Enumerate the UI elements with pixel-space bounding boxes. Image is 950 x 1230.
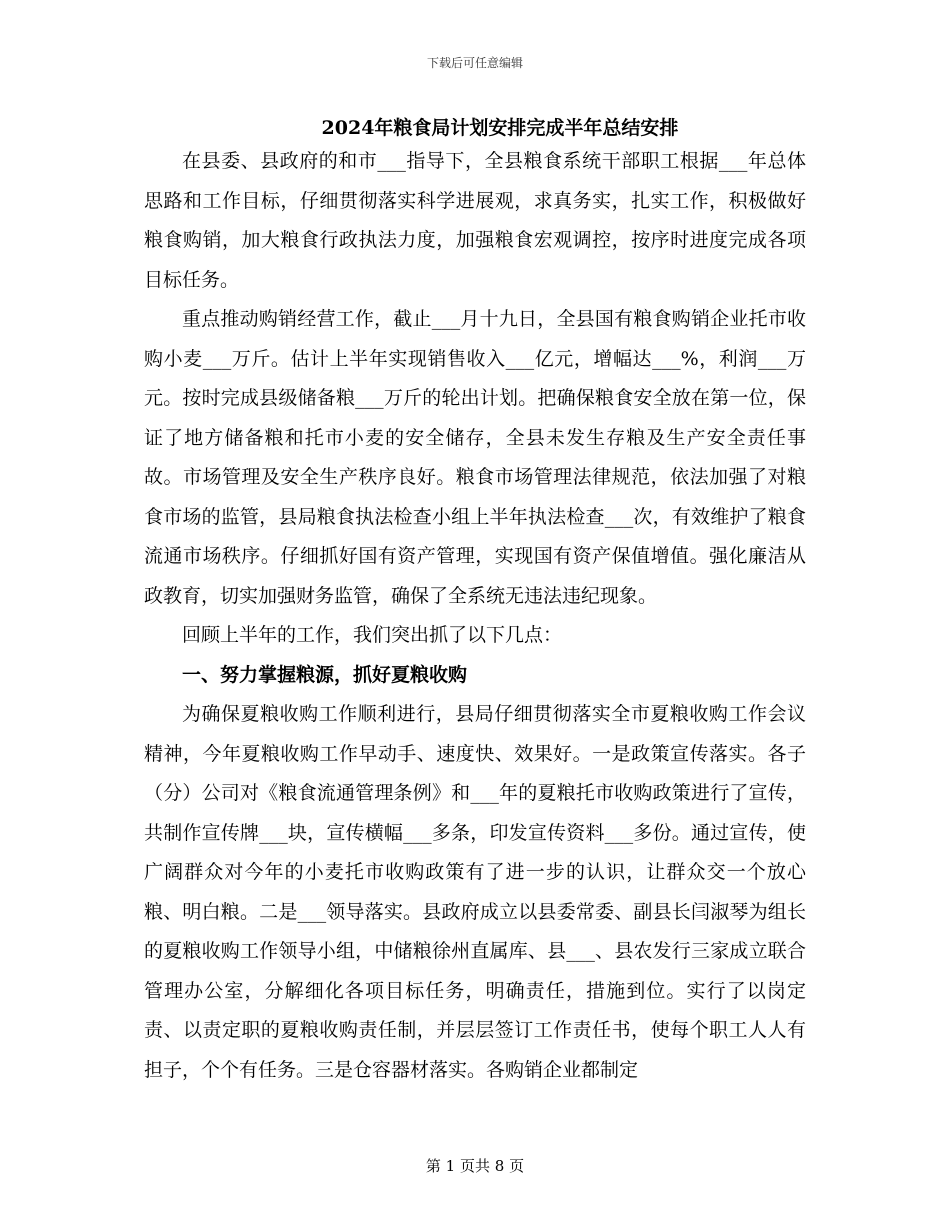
paragraph-review: 回顾上半年的工作，我们突出抓了以下几点：: [182, 624, 563, 646]
document-title: 2024年粮食局计划安排完成半年总结安排: [321, 117, 679, 139]
paragraph-progress: 重点推动购销经营工作，截止___月十九日，全县国有粮食购销企业托市收购小麦___万斤。估计上半年实现销售收入___亿元，增幅达___%，利润___万元。按时完成县级储备粮___万斤的轮出计划。把确保粮食安全放在第一位，保证了地方储备粮和托市小麦的安全储存，全县未发生存粮及生产安全责任事故。市场管理及安全生产秩序良好。粮食市场管理法律规范，依法加强了对粮食市场的监管，县局粮食执法检查小组上半年执法检查___次，有效维护了粮食流通市场秩序。仔细抓好国有资产管理，实现国有资产保值增值。强化廉洁从政教育，切实加强财务监管，确保了全系统无违法违纪现象。: [144, 308, 806, 607]
page-number: 第 1 页共 8 页: [425, 1157, 525, 1175]
document-body: [144, 142, 806, 1090]
header-note: 下载后可任意编辑: [426, 56, 523, 70]
paragraph-intro: 在县委、县政府的和市___指导下，全县粮食系统干部职工根据___年总体思路和工作目标，仔细贯彻落实科学进展观，求真务实，扎实工作，积极做好粮食购销，加大粮食行政执法力度，加强粮食宏观调控，按序时进度完成各项目标任务。: [144, 150, 806, 291]
section-heading: 一、努力掌握粮源，抓好夏粮收购: [182, 663, 468, 686]
paragraph-section-one: 为确保夏粮收购工作顺利进行，县局仔细贯彻落实全市夏粮收购工作会议精神，今年夏粮收购工作早动手、速度快、效果好。一是政策宣传落实。各子（分）公司对《粮食流通管理条例》和___年的夏粮托市收购政策进行了宣传，共制作宣传牌___块，宣传横幅___多条，印发宣传资料___多份。通过宣传，使广阔群众对今年的小麦托市收购政策有了进一步的认识，让群众交一个放心粮、明白粮。二是___领导落实。县政府成立以县委常委、副县长闫淑琴为组长的夏粮收购工作领导小组，中储粮徐州直属库、县___、县农发行三家成立联合管理办公室，分解细化各项目标任务，明确责任，措施到位。实行了以岗定责、以责定职的夏粮收购责任制，并层层签订工作责任书，使每个职工人人有担子，个个有任务。三是仓容器材落实。各购销企业都制定: [144, 703, 806, 1081]
